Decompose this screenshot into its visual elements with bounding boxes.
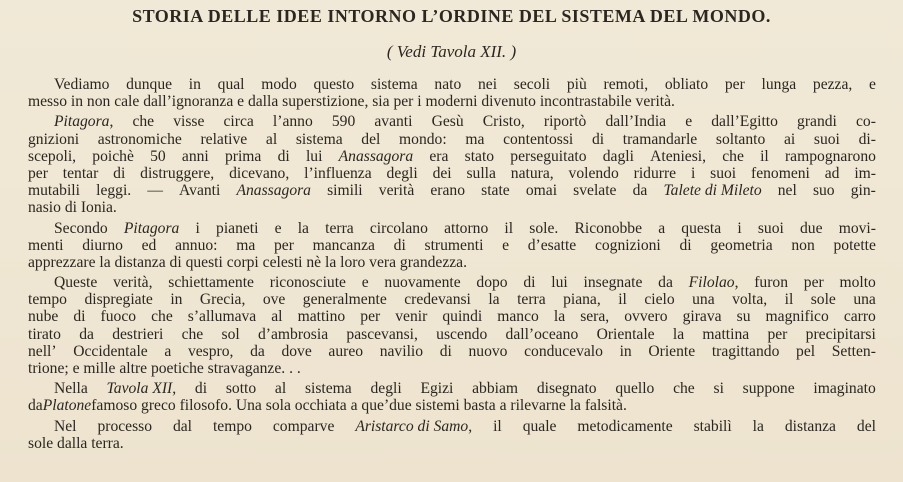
- word: volta,: [732, 291, 768, 309]
- word: vespro,: [187, 342, 234, 360]
- text-line: apprezzare la distanza di questi corpi celesti nè la loro vera grandezza.: [28, 253, 467, 271]
- page-title: STORIA DELLE IDEE INTORNO L’ORDINE DEL SISTEMA DEL MONDO.: [132, 6, 771, 26]
- word: pianeti: [216, 219, 259, 237]
- word: omai: [525, 182, 558, 200]
- word: nel: [777, 182, 797, 200]
- word: qual: [217, 76, 245, 93]
- word: che: [181, 325, 204, 343]
- word: ai: [783, 130, 796, 148]
- italic-term: Pitagora: [123, 219, 180, 237]
- word: Aristarco di Samo,: [355, 417, 473, 435]
- word: lui: [551, 274, 568, 292]
- word: pascevansi,: [346, 325, 418, 343]
- word: [339, 148, 414, 165]
- word: si: [713, 380, 724, 398]
- word: processo: [97, 417, 153, 435]
- text-line: [28, 343, 876, 360]
- word: di: [439, 342, 452, 360]
- word: destrieri: [112, 325, 164, 343]
- word: fenomeni: [751, 164, 810, 182]
- word: comparve: [272, 417, 335, 435]
- word: e: [502, 236, 510, 254]
- word: lunga: [761, 76, 797, 93]
- word: geometria: [710, 236, 773, 254]
- word: più: [566, 76, 587, 93]
- word: suoi: [710, 164, 737, 182]
- text-line: [28, 380, 876, 397]
- word: la: [752, 417, 764, 435]
- word: mutabili: [28, 182, 80, 200]
- word: Ateniesi,: [650, 147, 707, 165]
- word: [236, 182, 311, 199]
- word: riportò: [543, 113, 587, 131]
- word: di: [523, 274, 536, 292]
- word: navilio: [379, 342, 424, 360]
- word: secoli: [513, 76, 551, 93]
- word: per: [360, 308, 381, 326]
- word: d’esatte: [527, 236, 577, 254]
- word: il: [760, 147, 769, 165]
- word: ma: [465, 130, 485, 148]
- word: mattina: [702, 325, 750, 343]
- word: suo: [812, 182, 835, 200]
- word: su: [736, 308, 751, 326]
- word: una: [692, 291, 715, 309]
- word: di: [194, 380, 208, 398]
- word: al: [265, 130, 278, 148]
- word: s’allumava: [187, 308, 257, 326]
- word: che: [722, 147, 744, 165]
- text-line: [28, 274, 876, 291]
- text-line: [28, 131, 876, 148]
- word: di: [277, 147, 290, 165]
- word: manco: [497, 308, 539, 326]
- word: suppone: [742, 380, 795, 398]
- text-line: [28, 291, 876, 308]
- word: ed: [141, 236, 157, 254]
- word: perseguitato: [510, 147, 587, 165]
- word: circa: [223, 113, 254, 131]
- word: sera,: [580, 308, 610, 326]
- word: i: [195, 219, 200, 237]
- word: gin-: [850, 182, 876, 200]
- text-line: da Platone famoso greco filosofo. Una sola occhiata a que’due sistemi basta a rilevarne la falsità.: [28, 397, 627, 415]
- word: cognizioni: [594, 236, 661, 254]
- word: questo: [313, 76, 355, 93]
- word: 590: [331, 113, 356, 131]
- word: e: [685, 113, 693, 131]
- italic-term: Filolao: [688, 274, 735, 292]
- word: nei: [477, 76, 498, 93]
- text-line: [28, 326, 876, 343]
- word: —: [147, 182, 163, 200]
- word: fuoco: [100, 308, 137, 326]
- word: nuovo: [468, 342, 508, 360]
- text-line: [28, 182, 876, 199]
- text-line: [28, 76, 876, 93]
- word: i: [737, 219, 742, 237]
- word: da: [632, 182, 648, 200]
- word: e: [361, 274, 369, 292]
- word: la: [297, 219, 309, 237]
- word: d’ambrosia: [257, 325, 329, 343]
- word: soltanto: [715, 130, 766, 148]
- word: dei: [432, 164, 452, 182]
- word: dagli: [602, 147, 634, 165]
- word: Oriente: [648, 342, 696, 360]
- word: in: [170, 291, 183, 309]
- word: da: [79, 325, 94, 343]
- word: Cristo,: [482, 113, 525, 131]
- word: sulla: [466, 164, 496, 182]
- word: in: [188, 76, 201, 93]
- word: ad: [824, 164, 840, 182]
- word: quindi: [442, 308, 483, 326]
- word: visse: [173, 113, 205, 131]
- word: volendo: [568, 164, 619, 182]
- word: grandi: [797, 113, 837, 131]
- word: stato: [464, 147, 495, 165]
- subtitle-reference: Vedi Tavola XII.: [396, 42, 507, 61]
- word: al: [271, 308, 283, 326]
- word: menti: [28, 236, 64, 254]
- word: tempo: [212, 417, 252, 435]
- word: il: [493, 417, 502, 435]
- word: la: [553, 308, 566, 326]
- word: avanti: [374, 113, 413, 131]
- text-line: [28, 165, 876, 182]
- word: Queste: [54, 274, 98, 292]
- word: potette: [833, 236, 876, 254]
- word: modo: [261, 76, 297, 93]
- word: che: [132, 113, 155, 131]
- word: sole: [810, 291, 836, 309]
- word: pezza,: [812, 76, 853, 93]
- word: dal: [172, 417, 193, 435]
- word: mancanza: [312, 236, 375, 254]
- word: remoti,: [603, 76, 649, 93]
- word: per: [273, 236, 294, 254]
- word: del: [361, 130, 381, 148]
- word: dunque: [126, 76, 173, 93]
- word: era: [429, 147, 449, 165]
- word: Setten-: [831, 342, 876, 360]
- word: nell’: [28, 342, 57, 360]
- word: pel: [796, 342, 816, 360]
- word: Nel: [54, 417, 77, 435]
- text-line: trione; e mille altre poetiche stravaganze. . .: [28, 360, 301, 377]
- word: degli: [370, 380, 402, 398]
- word: di-: [858, 130, 876, 148]
- word: magnifico: [765, 308, 829, 326]
- text-line: [28, 113, 876, 130]
- word: per: [767, 325, 788, 343]
- word: ma: [236, 236, 256, 254]
- word: furon: [754, 274, 789, 292]
- italic-term: Aristarco di Samo: [355, 417, 469, 435]
- word: Riconobbe: [574, 219, 643, 237]
- word: circolano: [369, 219, 428, 237]
- word: suoi: [757, 219, 784, 237]
- word: state: [481, 182, 510, 200]
- word: Secondo: [54, 219, 108, 237]
- word: metodicamente: [577, 417, 673, 435]
- word: Grecia,: [199, 291, 246, 309]
- word: terra: [325, 219, 354, 237]
- body-text: [28, 76, 876, 452]
- word: aureo: [328, 342, 364, 360]
- word: sistema: [304, 380, 352, 398]
- word: erano: [430, 182, 466, 200]
- word: girava: [682, 308, 722, 326]
- italic-term: Anassagora: [236, 182, 311, 200]
- word: l’influenza: [304, 164, 372, 182]
- word: diurno: [82, 236, 123, 254]
- word: Tavola XII,: [106, 380, 177, 398]
- word: lui: [305, 147, 323, 165]
- text-line: [28, 418, 876, 435]
- word: astronomiche: [97, 130, 182, 148]
- word: disegnato: [536, 380, 597, 398]
- word: Orientale: [596, 325, 655, 343]
- word: Vediamo: [54, 76, 110, 93]
- word: attorno: [444, 219, 489, 237]
- word: da: [250, 342, 265, 360]
- word: di: [113, 164, 126, 182]
- word: dall’oceano: [505, 325, 579, 343]
- word: [124, 220, 179, 237]
- word: il: [504, 219, 514, 237]
- word: Avanti: [179, 182, 221, 200]
- word: distanza: [784, 417, 836, 435]
- word: piana,: [563, 291, 601, 309]
- word: suoi: [813, 130, 840, 148]
- text-line: [28, 237, 876, 254]
- word: Pitagora,: [54, 113, 114, 131]
- word: per: [803, 274, 824, 292]
- word: dall’India: [605, 113, 667, 131]
- word: di: [73, 308, 86, 326]
- word: 50: [150, 147, 166, 165]
- word: di: [393, 236, 406, 254]
- word: im-: [854, 164, 876, 182]
- word: imaginato: [813, 380, 876, 398]
- italic-term: Tavola XII: [106, 380, 173, 398]
- word: non: [791, 236, 815, 254]
- word: annuo:: [175, 236, 218, 254]
- word: gnizioni: [28, 130, 80, 148]
- word: al: [274, 380, 287, 398]
- word: Egizi: [420, 380, 454, 398]
- word: uscendo: [436, 325, 488, 343]
- word: simili: [327, 182, 363, 200]
- word: sistema: [295, 130, 343, 148]
- word: tragittando: [711, 342, 780, 360]
- text-line: sole dalla terra.: [28, 434, 124, 452]
- word: co-: [856, 113, 876, 131]
- word: obliato: [664, 76, 709, 93]
- text-line: nasio di Ionia.: [28, 199, 117, 217]
- word: nube: [28, 308, 59, 326]
- italic-term: Pitagora: [54, 113, 110, 131]
- word: e: [869, 76, 876, 93]
- word: quale: [522, 417, 557, 435]
- word: Gesù: [431, 113, 464, 131]
- word: degli: [386, 164, 418, 182]
- word: rampognarono: [784, 147, 876, 165]
- word: tempo: [28, 291, 67, 309]
- word: mattino: [297, 308, 346, 326]
- word: tentar: [62, 164, 99, 182]
- text-line: [28, 148, 876, 165]
- word: l’anno: [272, 113, 313, 131]
- word: nuovamente: [384, 274, 461, 292]
- word: leggi.: [96, 182, 132, 200]
- word: i: [690, 164, 696, 182]
- word: riconosciute: [269, 274, 346, 292]
- word: venir: [395, 308, 428, 326]
- word: carro: [843, 308, 876, 326]
- word: da: [658, 274, 673, 292]
- word: generalmente: [302, 291, 387, 309]
- word: abbiam: [472, 380, 519, 398]
- word: che: [673, 380, 695, 398]
- word: sole.: [529, 219, 559, 237]
- word: nato: [434, 76, 462, 93]
- word: scepoli,: [28, 147, 77, 165]
- word: in: [619, 342, 632, 360]
- italic-term: Platone: [42, 397, 92, 415]
- word: la: [488, 291, 500, 309]
- word: insegnate: [583, 274, 643, 292]
- word: contentossi: [503, 130, 574, 148]
- word: dicevano,: [229, 164, 290, 182]
- word: stabilì: [693, 417, 732, 435]
- word: cielo: [644, 291, 675, 309]
- italic-term: Talete di Mileto: [663, 182, 762, 200]
- word: molto: [839, 274, 876, 292]
- word: il: [618, 291, 627, 309]
- word: verità: [378, 182, 415, 200]
- word: svelate: [573, 182, 617, 200]
- word: strumenti: [424, 236, 484, 254]
- word: [663, 182, 761, 199]
- word: sol: [221, 325, 240, 343]
- word: tramandarle: [622, 130, 698, 148]
- word: sotto: [225, 380, 257, 398]
- word: dove: [281, 342, 312, 360]
- word: del: [856, 417, 876, 435]
- word: ove: [262, 291, 286, 309]
- word: che: [151, 308, 173, 326]
- word: schiettamente: [168, 274, 254, 292]
- word: credevansi: [404, 291, 471, 309]
- word: conducevalo: [524, 342, 603, 360]
- word: Nella: [54, 380, 88, 398]
- word: dispregiate: [84, 291, 153, 309]
- word: a: [658, 219, 666, 237]
- word: la: [672, 325, 685, 343]
- word: distruggere,: [140, 164, 215, 182]
- word: dall’Egitto: [711, 113, 778, 131]
- word: dopo: [476, 274, 508, 292]
- word: terra: [517, 291, 546, 309]
- text-line: [28, 308, 876, 325]
- italic-term: Anassagora: [338, 147, 414, 165]
- word: tirato: [28, 325, 61, 343]
- word: Occidentale: [73, 342, 148, 360]
- word: di: [591, 130, 605, 148]
- word: precipitarsi: [805, 325, 876, 343]
- word: ovvero: [624, 308, 668, 326]
- word: di: [679, 236, 692, 254]
- word: poichè: [92, 147, 134, 165]
- word: movi-: [838, 219, 876, 237]
- word: mondo:: [399, 130, 447, 148]
- word: sistema: [370, 76, 418, 93]
- subtitle: ( Vedi Tavola XII. ): [386, 42, 517, 61]
- word: due: [800, 219, 823, 237]
- word: e: [274, 219, 282, 237]
- word: quello: [615, 380, 655, 398]
- word: natura,: [510, 164, 554, 182]
- word: per: [28, 164, 48, 182]
- text-line: [28, 220, 876, 237]
- word: a: [164, 342, 172, 360]
- word: il: [784, 291, 794, 309]
- word: anni: [181, 147, 209, 165]
- word: Filolao,: [688, 274, 739, 292]
- word: ridurre: [633, 164, 677, 182]
- word: verità,: [113, 274, 153, 292]
- word: per: [724, 76, 745, 93]
- word: prima: [224, 147, 262, 165]
- text-line: messo in non cale dall’ignoranza e dalla superstizione, sia per i moderni divenuto incontrastabile verità.: [28, 93, 675, 111]
- word: relative: [200, 130, 248, 148]
- word: una: [853, 291, 876, 309]
- word: questa: [681, 219, 722, 237]
